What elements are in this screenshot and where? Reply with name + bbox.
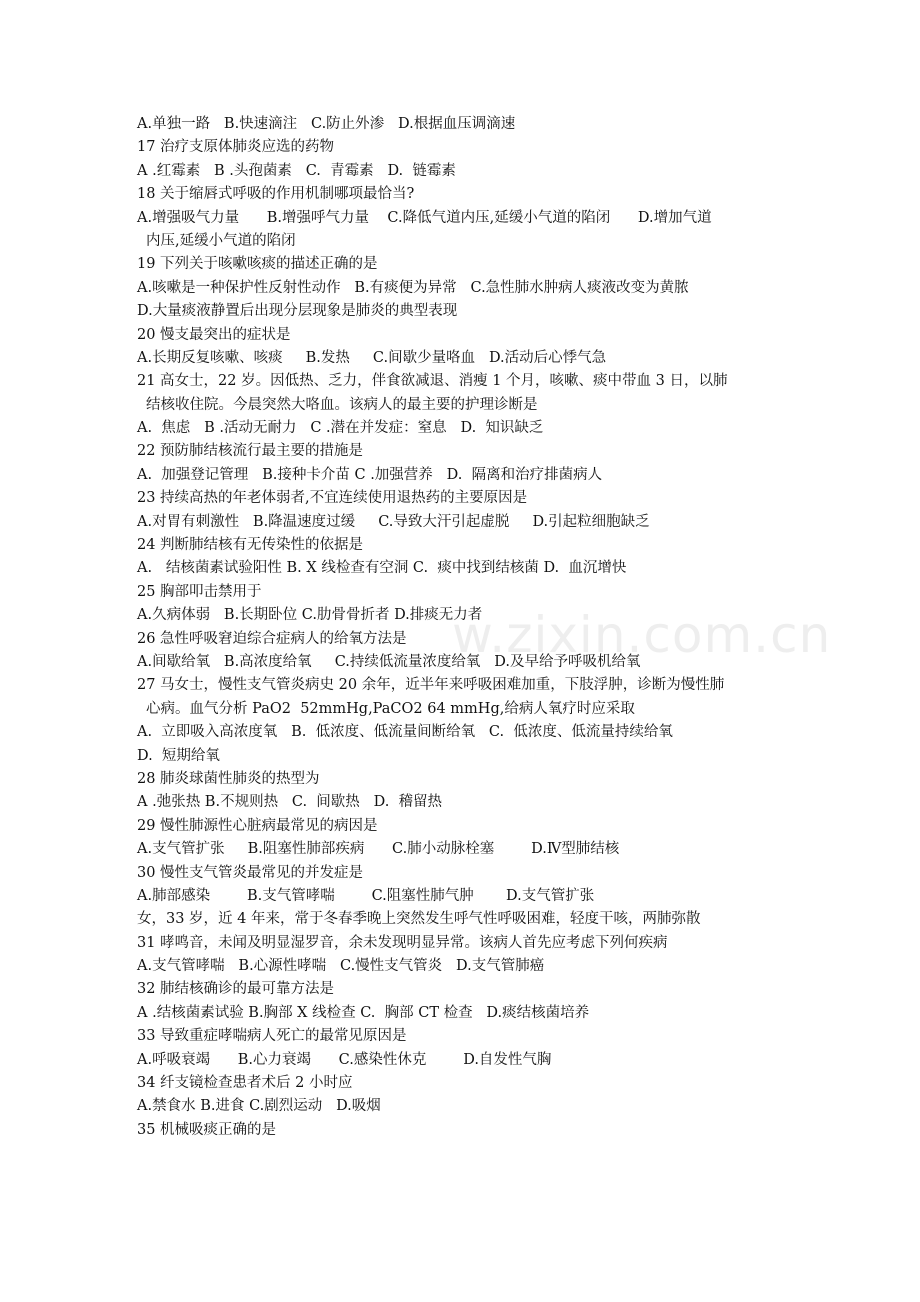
text-line: A.呼吸衰竭 B.心力衰竭 C.感染性休克 D.自发性气胸 (137, 1051, 552, 1068)
text-line: A. 立即吸入高浓度氧 B. 低浓度、低流量间断给氧 C. 低浓度、低流量持续给氧 (137, 724, 673, 741)
text-line: A.支气管扩张 B.阻塞性肺部疾病 C.肺小动脉栓塞 D.Ⅳ型肺结核 (137, 841, 620, 858)
question-22: 22 预防肺结核流行最主要的措施是 (137, 443, 364, 460)
text-line: A.长期反复咳嗽、咳痰 B.发热 C.间歇少量咯血 D.活动后心悸气急 (137, 349, 607, 366)
text-line: A. 结核菌素试验阳性 B. X 线检查有空洞 C. 痰中找到结核菌 D. 血沉增快 (137, 560, 627, 577)
text-line: A.禁食水 B.进食 C.剧烈运动 D.吸烟 (137, 1098, 381, 1115)
text-line: 女，33 岁，近 4 年来，常于冬春季晚上突然发生呼气性呼吸困难，轻度干咳，两肺弥散 (137, 911, 701, 928)
text-line: A.对胃有刺激性 B.降温速度过缓 C.导致大汗引起虚脱 D.引起粒细胞缺乏 (137, 513, 650, 530)
text-line: 结核收住院。今晨突然大咯血。该病人的最主要的护理诊断是 (146, 396, 538, 413)
text-line: A. 加强登记管理 B.接种卡介苗 C .加强营养 D. 隔离和治疗排菌病人 (137, 466, 603, 483)
text-line: D.大量痰液静置后出现分层现象是肺炎的典型表现 (137, 303, 458, 320)
question-27: 27 马女士，慢性支气管炎病史 20 余年，近半年来呼吸困难加重，下肢浮肿，诊断为慢性肺 (137, 677, 725, 694)
question-33: 33 导致重症哮喘病人死亡的最常见原因是 (137, 1028, 407, 1045)
text-line: A.增强吸气力量 B.增强呼气力量 C.降低气道内压,延缓小气道的陷闭 D.增加气道 (137, 209, 712, 226)
question-26: 26 急性呼吸窘迫综合症病人的给氧方法是 (137, 630, 407, 647)
question-32: 32 肺结核确诊的最可靠方法是 (137, 981, 335, 998)
text-line: D. 短期给氧 (137, 747, 220, 764)
question-31: 31 哮鸣音，未闻及明显湿罗音，余未发现明显异常。该病人首先应考虑下列何疾病 (137, 934, 668, 951)
question-20: 20 慢支最突出的症状是 (137, 326, 291, 343)
text-line: A. 焦虑 B .活动无耐力 C .潜在并发症：窒息 D. 知识缺乏 (137, 420, 544, 437)
question-29: 29 慢性肺源性心脏病最常见的病因是 (137, 817, 378, 834)
question-19: 19 下列关于咳嗽咳痰的描述正确的是 (137, 256, 378, 273)
text-line: 内压,延缓小气道的陷闭 (146, 232, 296, 249)
text-line: A .弛张热 B.不规则热 C. 间歇热 D. 稽留热 (137, 794, 443, 811)
question-17: 17 治疗支原体肺炎应选的药物 (137, 139, 335, 156)
question-28: 28 肺炎球菌性肺炎的热型为 (137, 770, 320, 787)
text-line: A.间歇给氧 B.高浓度给氧 C.持续低流量浓度给氧 D.及早给予呼吸机给氧 (137, 653, 641, 670)
exam-text (137, 113, 797, 1142)
text-line: A.咳嗽是一种保护性反射性动作 B.有痰便为异常 C.急性肺水肿病人痰液改变为黄脓 (137, 279, 689, 296)
text-line: A .结核菌素试验 B.胸部 X 线检查 C. 胸部 CT 检查 D.痰结核菌培养 (137, 1004, 590, 1021)
question-24: 24 判断肺结核有无传染性的依据是 (137, 537, 364, 554)
question-23: 23 持续高热的年老体弱者,不宜连续使用退热药的主要原因是 (137, 490, 528, 507)
text-line: A.单独一路 B.快速滴注 C.防止外渗 D.根据血压调滴速 (137, 116, 516, 132)
question-34: 34 纤支镜检查患者术后 2 小时应 (137, 1075, 353, 1092)
question-18: 18 关于缩唇式呼吸的作用机制哪项最恰当? (137, 186, 415, 203)
text-line: A.肺部感染 B.支气管哮喘 C.阻塞性肺气肿 D.支气管扩张 (137, 887, 595, 904)
text-line: A.支气管哮喘 B.心源性哮喘 C.慢性支气管炎 D.支气管肺癌 (137, 958, 545, 975)
text-line: A .红霉素 B .头孢菌素 C. 青霉素 D. 链霉素 (137, 162, 456, 179)
text-line: A.久病体弱 B.长期卧位 C.肋骨骨折者 D.排痰无力者 (137, 607, 483, 624)
question-21: 21 高女士，22 岁。因低热、乏力，伴食欲减退、消瘦 1 个月，咳嗽、痰中带血 3 日，以肺 (137, 373, 728, 390)
watermark: w.zixin.com.cn (452, 606, 832, 664)
text-line: 心病。血气分析 PaO2 52mmHg,PaCO2 64 mmHg,给病人氧疗时应采取 (146, 700, 635, 717)
question-25: 25 胸部叩击禁用于 (137, 583, 262, 600)
question-35: 35 机械吸痰正确的是 (137, 1121, 277, 1138)
question-30: 30 慢性支气管炎最常见的并发症是 (137, 864, 364, 881)
